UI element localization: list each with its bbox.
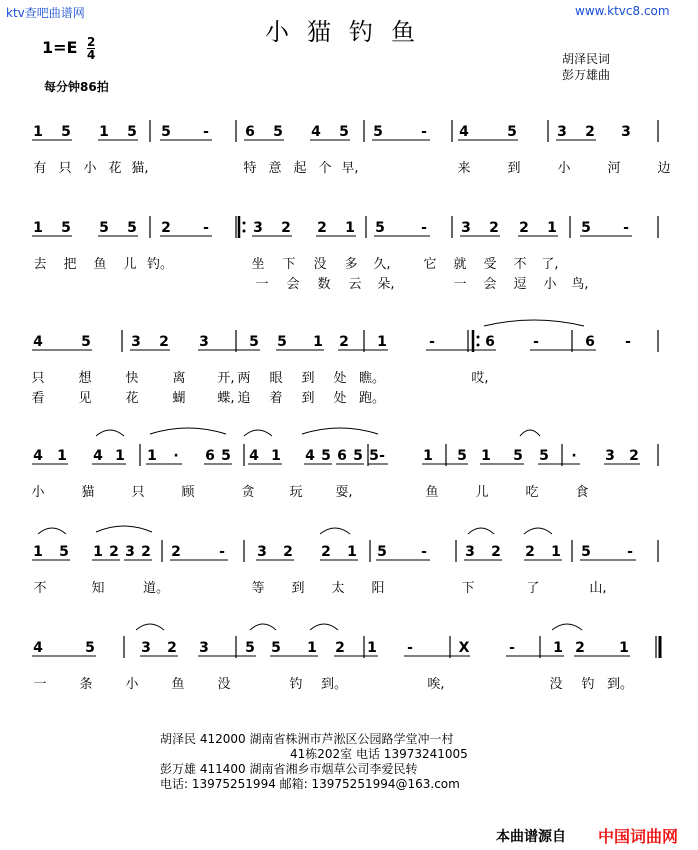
lyric-char: 个 bbox=[318, 161, 332, 176]
lyric-char: 边 bbox=[657, 161, 671, 176]
lyric-char: 只 bbox=[58, 161, 72, 176]
lyric-char: 受 bbox=[483, 257, 497, 272]
score-note: 5 bbox=[273, 124, 283, 140]
lyric-char: 数 bbox=[317, 277, 331, 292]
score-note: X bbox=[458, 640, 470, 656]
watermark-right: www.ktvc8.com bbox=[575, 4, 670, 18]
score-note: 3 bbox=[465, 544, 475, 560]
lyric-char: 去 bbox=[33, 257, 47, 272]
score-note: 1 bbox=[347, 544, 357, 560]
lyric-char: 会 bbox=[483, 277, 497, 292]
lyric-char: 云 bbox=[348, 277, 362, 292]
lyric-char: 钓 bbox=[581, 677, 595, 692]
score-note: 5 bbox=[99, 220, 109, 236]
lyric-char: 起 bbox=[293, 161, 307, 176]
score-note: 2 bbox=[281, 220, 291, 236]
score-note: 2 bbox=[491, 544, 501, 560]
lyric-char: 到 bbox=[291, 581, 305, 596]
score-note: 5 bbox=[61, 124, 71, 140]
lyric-char: 不 bbox=[513, 257, 527, 272]
score-note: 5 bbox=[245, 640, 255, 656]
score-note: 1 bbox=[93, 544, 103, 560]
lyric-char: 没 bbox=[549, 677, 563, 692]
score-note: 1 bbox=[271, 448, 281, 464]
lyric-char: 没 bbox=[313, 257, 327, 272]
lyric-char: 猫 bbox=[81, 485, 95, 500]
lyric-char: 特 bbox=[243, 161, 257, 176]
footer-source-label: 本曲谱源自 bbox=[496, 829, 566, 845]
score-note: 1 bbox=[345, 220, 355, 236]
lyric-char: 看 bbox=[31, 391, 45, 406]
score-note: 5 bbox=[221, 448, 231, 464]
lyric-char: 鱼 bbox=[171, 677, 185, 692]
lyric-char: 逗 bbox=[513, 277, 527, 292]
score-note: 4 bbox=[93, 448, 103, 464]
lyric-char: 来 bbox=[457, 161, 471, 176]
slur-arc bbox=[250, 624, 276, 630]
score-note: 5 bbox=[457, 448, 467, 464]
score-note: 4 bbox=[33, 448, 43, 464]
lyric-char: 贪 bbox=[241, 485, 255, 500]
score-note: 1 bbox=[57, 448, 67, 464]
score-note: 5 bbox=[507, 124, 517, 140]
watermark-left: ktv查吧曲谱网 bbox=[6, 6, 85, 20]
score-note: 5 bbox=[513, 448, 523, 464]
score-note: 5 bbox=[581, 544, 591, 560]
score-note: - bbox=[219, 544, 225, 560]
lyric-char: 儿 bbox=[475, 485, 489, 500]
lyric-char: 小 bbox=[31, 485, 45, 500]
score-note: 2 bbox=[321, 544, 331, 560]
score-note: 2 bbox=[525, 544, 535, 560]
lyric-char: 它 bbox=[423, 257, 437, 272]
lyric-char: 开, bbox=[217, 371, 235, 386]
score-note: 5 bbox=[339, 124, 349, 140]
score-note: 2 bbox=[335, 640, 345, 656]
lyric-char: 钓 bbox=[289, 677, 303, 692]
repeat-dot bbox=[243, 222, 246, 225]
score-note: 2 bbox=[159, 334, 169, 350]
score-note: 4 bbox=[311, 124, 321, 140]
score-note: 5 bbox=[277, 334, 287, 350]
score-note: 5 bbox=[321, 448, 331, 464]
lyric-char: 河 bbox=[607, 161, 621, 176]
lyric-char: 鱼 bbox=[93, 257, 107, 272]
score-note: 6 bbox=[585, 334, 595, 350]
score-note: 2 bbox=[167, 640, 177, 656]
key-label: 1=E bbox=[42, 38, 78, 57]
lyric-char: 顾 bbox=[181, 485, 195, 500]
score-note: 2 bbox=[141, 544, 151, 560]
score-note: - bbox=[429, 334, 435, 350]
lyric-char: 钓。 bbox=[146, 257, 174, 272]
lyric-char: 小 bbox=[543, 277, 557, 292]
lyric-char: 了 bbox=[526, 581, 540, 596]
score-note: 1 bbox=[553, 640, 563, 656]
lyric-char: 小 bbox=[557, 161, 571, 176]
lyric-char: 条 bbox=[79, 677, 93, 692]
score-note: 5 bbox=[85, 640, 95, 656]
score-note: 6 bbox=[205, 448, 215, 464]
score-note: 5 bbox=[539, 448, 549, 464]
lyric-char: 没 bbox=[217, 677, 231, 692]
score-note: 2 bbox=[339, 334, 349, 350]
score-note: 4 bbox=[33, 334, 43, 350]
song-title: 小猫钓鱼 bbox=[265, 18, 433, 46]
slur-arc bbox=[150, 428, 226, 434]
score-note: 2 bbox=[519, 220, 529, 236]
score-note: 5 bbox=[375, 220, 385, 236]
lyric-char: 小 bbox=[83, 161, 97, 176]
slur-arc bbox=[244, 430, 272, 436]
contact-line-4: 电话: 13975251994 邮箱: 13975251994@163.com bbox=[160, 777, 460, 791]
lyric-char: 下 bbox=[282, 257, 296, 272]
lyric-char: 唉, bbox=[427, 677, 445, 692]
score-note: 5 bbox=[353, 448, 363, 464]
score-note: 1 bbox=[547, 220, 557, 236]
lyric-char: 见 bbox=[78, 391, 92, 406]
score-note: 5 bbox=[81, 334, 91, 350]
score-note: 1 bbox=[99, 124, 109, 140]
score-note: 1 bbox=[33, 124, 43, 140]
lyric-char: 一 bbox=[255, 277, 269, 292]
lyric-char: 道。 bbox=[142, 581, 170, 596]
score-note: 5 bbox=[373, 124, 383, 140]
score-note: 2 bbox=[161, 220, 171, 236]
lyric-char: 把 bbox=[63, 257, 77, 272]
lyric-char: 儿 bbox=[123, 257, 137, 272]
score-note: 2 bbox=[629, 448, 639, 464]
score-note: 4 bbox=[459, 124, 469, 140]
lyric-char: 追 bbox=[237, 391, 251, 406]
repeat-dot bbox=[243, 230, 246, 233]
lyric-char: 有 bbox=[33, 161, 47, 176]
lyric-char: 只 bbox=[131, 485, 145, 500]
score-note: 1 bbox=[551, 544, 561, 560]
score-note: 4 bbox=[249, 448, 259, 464]
score-note: - bbox=[407, 640, 413, 656]
score-note: 5 bbox=[249, 334, 259, 350]
score-note: 5 bbox=[377, 544, 387, 560]
score-note: 3 bbox=[199, 640, 209, 656]
score-note: 6 bbox=[245, 124, 255, 140]
score-note: 6 bbox=[485, 334, 495, 350]
score-note: 3 bbox=[605, 448, 615, 464]
score-note: 3 bbox=[257, 544, 267, 560]
score-note: 1 bbox=[115, 448, 125, 464]
score-note: 2 bbox=[489, 220, 499, 236]
lyric-char: 久, bbox=[373, 257, 391, 272]
lyric-char: 花 bbox=[125, 391, 139, 406]
score-note: 1 bbox=[423, 448, 433, 464]
score-note: 4 bbox=[305, 448, 315, 464]
lyric-char: 眼 bbox=[269, 371, 283, 386]
lyric-char: 不 bbox=[33, 581, 47, 596]
lyric-char: 到 bbox=[301, 371, 315, 386]
score-note: 3 bbox=[621, 124, 631, 140]
lyric-char: 两 bbox=[237, 371, 251, 386]
score-note: 1 bbox=[313, 334, 323, 350]
score-note: 1 bbox=[33, 220, 43, 236]
slur-arc bbox=[468, 528, 494, 534]
score-note: 2 bbox=[171, 544, 181, 560]
lyric-char: 太 bbox=[331, 581, 345, 596]
lyric-char: 下 bbox=[461, 581, 475, 596]
score-note: 3 bbox=[461, 220, 471, 236]
score-note: 3 bbox=[253, 220, 263, 236]
score-note: 2 bbox=[585, 124, 595, 140]
slur-arc bbox=[136, 624, 164, 630]
lyric-char: 玩 bbox=[289, 485, 303, 500]
contact-line-2: 41栋202室 电话 13973241005 bbox=[290, 747, 468, 761]
lyric-char: 鸟, bbox=[571, 277, 589, 292]
lyric-char: 跑。 bbox=[358, 391, 386, 406]
lyric-char: 朵, bbox=[377, 277, 395, 292]
lyric-char: 意 bbox=[268, 161, 282, 176]
slur-arc bbox=[520, 430, 540, 436]
score-note: 5 bbox=[127, 220, 137, 236]
lyric-char: 着 bbox=[269, 391, 283, 406]
lyric-char: 等 bbox=[251, 581, 265, 596]
lyric-char: 就 bbox=[453, 257, 467, 272]
lyric-char: 想 bbox=[78, 371, 92, 386]
score-note: - bbox=[421, 544, 427, 560]
score-note: 5 bbox=[581, 220, 591, 236]
slur-arc bbox=[310, 624, 338, 630]
slur-arc bbox=[96, 430, 124, 436]
score-note: - bbox=[203, 124, 209, 140]
composer-credit: 彭万雄曲 bbox=[562, 68, 611, 82]
score-note: 1 bbox=[307, 640, 317, 656]
lyric-char: 到 bbox=[507, 161, 521, 176]
lyric-char: 山, bbox=[589, 581, 607, 596]
score-note: 2 bbox=[109, 544, 119, 560]
score-note: 1 bbox=[619, 640, 629, 656]
lyric-char: 到 bbox=[301, 391, 315, 406]
lyric-char: 离 bbox=[172, 371, 186, 386]
lyric-char: 食 bbox=[575, 485, 589, 500]
lyric-char: 耍, bbox=[335, 485, 353, 500]
score-note: 2 bbox=[575, 640, 585, 656]
score-note: 5 bbox=[127, 124, 137, 140]
score-note: 1 bbox=[367, 640, 377, 656]
score-note: · bbox=[571, 448, 577, 464]
slur-arc bbox=[302, 428, 378, 434]
lyric-char: 阳 bbox=[371, 581, 385, 596]
score-note: 2 bbox=[283, 544, 293, 560]
repeat-dot bbox=[477, 344, 480, 347]
slur-arc bbox=[484, 320, 584, 326]
score-note: 6 bbox=[337, 448, 347, 464]
lyric-char: 早, bbox=[341, 161, 359, 176]
score-note: - bbox=[533, 334, 539, 350]
score-note: 2 bbox=[317, 220, 327, 236]
score-note: - bbox=[509, 640, 515, 656]
lyric-char: 知 bbox=[91, 581, 105, 596]
repeat-dot bbox=[477, 336, 480, 339]
lyric-char: 哎, bbox=[471, 371, 489, 386]
score-note: 1 bbox=[377, 334, 387, 350]
score-note: 5 bbox=[271, 640, 281, 656]
lyric-char: 花 bbox=[108, 161, 122, 176]
lyric-char: 小 bbox=[125, 677, 139, 692]
footer-site-link[interactable]: 中国词曲网 bbox=[598, 827, 679, 846]
slur-arc bbox=[320, 528, 350, 534]
lyric-char: 蝶, bbox=[217, 391, 235, 406]
lyric-char: 一 bbox=[33, 677, 47, 692]
slur-arc bbox=[38, 528, 66, 534]
score-note: 1 bbox=[33, 544, 43, 560]
lyric-char: 瞧。 bbox=[358, 371, 386, 386]
score-note: 1 bbox=[481, 448, 491, 464]
score-note: 5 bbox=[61, 220, 71, 236]
contact-line-1: 胡泽民 412000 湖南省株洲市芦淞区公园路学堂冲一村 bbox=[160, 732, 454, 746]
lyric-char: 鱼 bbox=[425, 485, 439, 500]
time-denominator: 4 bbox=[87, 48, 96, 62]
score-note: - bbox=[379, 448, 385, 464]
lyric-char: 蝴 bbox=[172, 391, 186, 406]
slur-arc bbox=[96, 526, 152, 532]
lyric-char: 只 bbox=[31, 371, 45, 386]
time-numerator: 2 bbox=[87, 35, 96, 49]
score-note: - bbox=[623, 220, 629, 236]
score-note: · bbox=[173, 448, 179, 464]
score-note: 3 bbox=[557, 124, 567, 140]
score-note: 3 bbox=[199, 334, 209, 350]
lyric-char: 会 bbox=[286, 277, 300, 292]
score-note: - bbox=[627, 544, 633, 560]
score-note: 1 bbox=[147, 448, 157, 464]
lyric-char: 了, bbox=[541, 257, 559, 272]
lyric-char: 到。 bbox=[606, 677, 634, 692]
score-note: 5 bbox=[161, 124, 171, 140]
lyric-char: 多 bbox=[344, 257, 358, 272]
slur-arc bbox=[552, 624, 582, 630]
score-note: - bbox=[203, 220, 209, 236]
score-note: 5 bbox=[59, 544, 69, 560]
lyricist-credit: 胡泽民词 bbox=[562, 52, 611, 66]
score-note: 3 bbox=[141, 640, 151, 656]
score-note: 3 bbox=[125, 544, 135, 560]
score-note: 5 bbox=[369, 448, 379, 464]
lyric-char: 坐 bbox=[251, 257, 265, 272]
lyric-char: 猫, bbox=[131, 161, 149, 176]
score-note: 4 bbox=[33, 640, 43, 656]
lyric-char: 处 bbox=[333, 391, 347, 406]
score-note: 3 bbox=[131, 334, 141, 350]
lyric-char: 处 bbox=[333, 371, 347, 386]
tempo-marking: 每分钟86拍 bbox=[44, 80, 109, 94]
score-note: - bbox=[421, 220, 427, 236]
lyric-char: 一 bbox=[453, 277, 467, 292]
score-note: - bbox=[625, 334, 631, 350]
lyric-char: 到。 bbox=[320, 677, 348, 692]
lyric-char: 吃 bbox=[525, 485, 539, 500]
score-note: - bbox=[421, 124, 427, 140]
lyric-char: 快 bbox=[125, 371, 139, 386]
contact-line-3: 彭万雄 411400 湖南省湘乡市烟草公司李爱民转 bbox=[160, 762, 418, 776]
slur-arc bbox=[524, 528, 552, 534]
